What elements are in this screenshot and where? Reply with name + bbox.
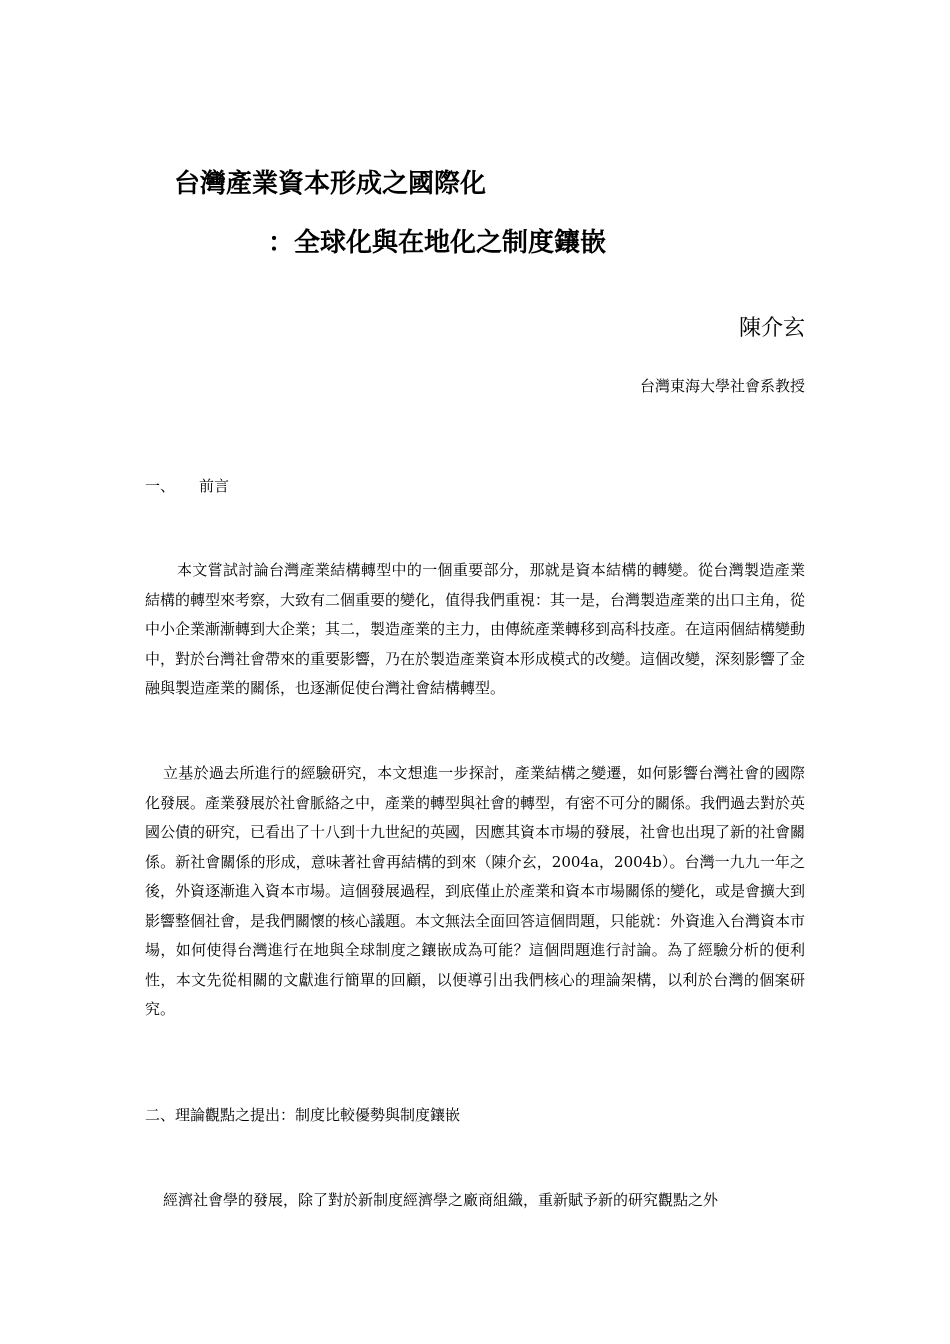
- section-heading-theory: 二、理論觀點之提出：制度比較優勢與制度鑲嵌: [145, 1106, 461, 1124]
- section-heading-introduction: [145, 475, 229, 497]
- author-name: 陳介玄: [738, 316, 805, 341]
- title-line-1: 台灣產業資本形成之國際化: [174, 169, 487, 199]
- body-paragraph: 本文嘗試討論台灣產業結構轉型中的一個重要部分，那就是資本結構的轉變。從台灣製造產業結構的轉型來考察，大致有二個重要的變化，值得我們重視：其一是，台灣製造產業的出口主角，從中小企業漸漸轉到大企業；其二，製造產業的主力，由傳統產業轉移到高科技產。在這兩個結構變動中，對於台灣社會帶來的重要影響，乃在於製造產業資本形成模式的改變。這個改變，深刻影響了金融與製造產業的關係，也逐漸促使台灣社會結構轉型。: [145, 561, 806, 697]
- title-line-2: ：全球化與在地化之制度鑲嵌: [268, 228, 607, 258]
- body-paragraph: 經濟社會學的發展，除了對於新制度經濟學之廠商組織，重新賦予新的研究觀點之外: [163, 1191, 719, 1209]
- author-affiliation: 台灣東海大學社會系教授: [639, 377, 805, 395]
- section-number: 一、: [145, 477, 176, 495]
- body-paragraph: 立基於過去所進行的經驗研究，本文想進一步探討，產業結構之變遷，如何影響台灣社會的國際化發展。產業發展於社會脈絡之中，產業的轉型與社會的轉型，有密不可分的關係。我們過去對於英國公債的研究，已看出了十八到十九世紀的英國，因應其資本市場的發展，社會也出現了新的社會關係。新社會關係的形成，意味著社會再結構的到來（陳介玄，2004a，2004b）。台灣一九九一年之後，外資逐漸進入資本市場。這個發展過程，到底僅止於產業和資本市場關係的變化，或是會擴大到影響整個社會，是我們關懷的核心議題。本文無法全面回答這個問題，只能就：外資進入台灣資本市場，如何使得台灣進行在地與全球制度之鑲嵌成為可能？這個問題進行討論。為了經驗分析的便利性，本文先從相關的文獻進行簡單的回顧，以便導引出我們核心的理論架構，以利於台灣的個案研究。: [145, 764, 806, 1018]
- section-title: 前言: [199, 477, 230, 495]
